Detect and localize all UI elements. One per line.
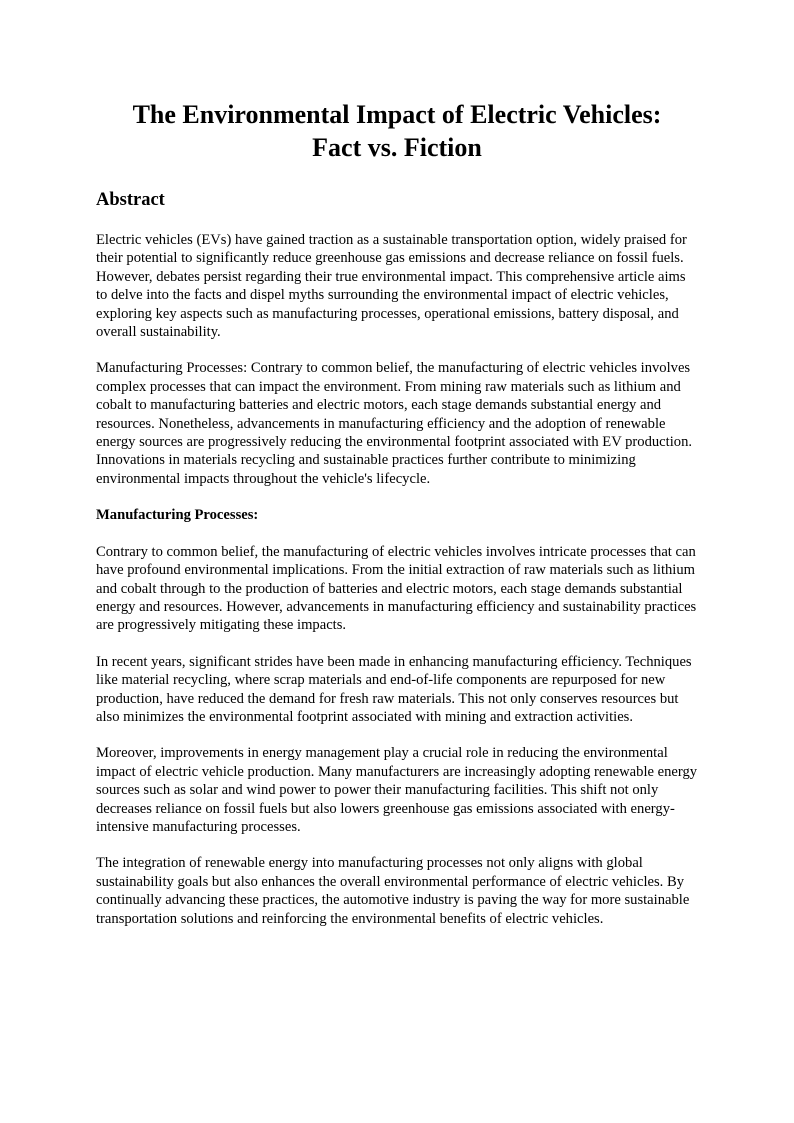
abstract-heading: Abstract xyxy=(96,190,165,210)
document-page xyxy=(96,98,698,928)
manufacturing-heading: Manufacturing Processes: xyxy=(96,507,259,524)
manufacturing-paragraph: Moreover, improvements in energy management play a crucial role in reducing the environmental impact of electric vehicle production. Many manufacturers are increasingly adopting renewable energy sources such as solar and wind power to power their manufacturing facilities. This shift not only decreases reliance on fossil fuels but also lowers greenhouse gas emissions associated with energy-intensive manufacturing processes. xyxy=(96,745,698,835)
title-line-2: Fact vs. Fiction xyxy=(312,133,482,162)
manufacturing-paragraph: In recent years, significant strides have been made in enhancing manufacturing efficiency. Techniques like material recycling, where scrap materials and end-of-life components are repurposed for new production, have reduced the demand for fresh raw materials. This not only conserves resources but also minimizes the environmental footprint associated with mining and extraction activities. xyxy=(96,653,692,725)
abstract-paragraph: Electric vehicles (EVs) have gained traction as a sustainable transportation option, widely praised for their potential to significantly reduce greenhouse gas emissions and decrease reliance on fossil fuels. However, debates persist regarding their true environmental impact. This comprehensive article aims to delve into the facts and dispel myths surrounding the environmental impact of electric vehicles, exploring key aspects such as manufacturing processes, operational emissions, battery disposal, and overall sustainability. xyxy=(96,232,687,341)
document-title xyxy=(96,98,698,164)
manufacturing-paragraph: The integration of renewable energy into manufacturing processes not only aligns with global sustainability goals but also enhances the overall environmental performance of electric vehicles. By continually advancing these practices, the automotive industry is paving the way for more sustainable transportation solutions and reinforcing the environmental benefits of electric vehicles. xyxy=(96,855,690,927)
title-line-1: The Environmental Impact of Electric Vehicles: xyxy=(132,100,662,129)
abstract-paragraph: Manufacturing Processes: Contrary to common belief, the manufacturing of electric vehicles involves complex processes that can impact the environment. From mining raw materials such as lithium and cobalt to manufacturing batteries and electric motors, each stage demands substantial energy and resources. Nonetheless, advancements in manufacturing efficiency and the adoption of renewable energy sources are progressively reducing the environmental footprint associated with EV production. Innovations in materials recycling and sustainable practices further contribute to minimizing environmental impacts throughout the vehicle's lifecycle. xyxy=(96,360,693,487)
manufacturing-paragraph: Contrary to common belief, the manufacturing of electric vehicles involves intricate processes that can have profound environmental implications. From the initial extraction of raw materials such as lithium and cobalt through to the production of batteries and electric motors, each stage demands substantial energy and resources. However, advancements in manufacturing efficiency and sustainability practices are progressively mitigating these impacts. xyxy=(96,543,697,634)
